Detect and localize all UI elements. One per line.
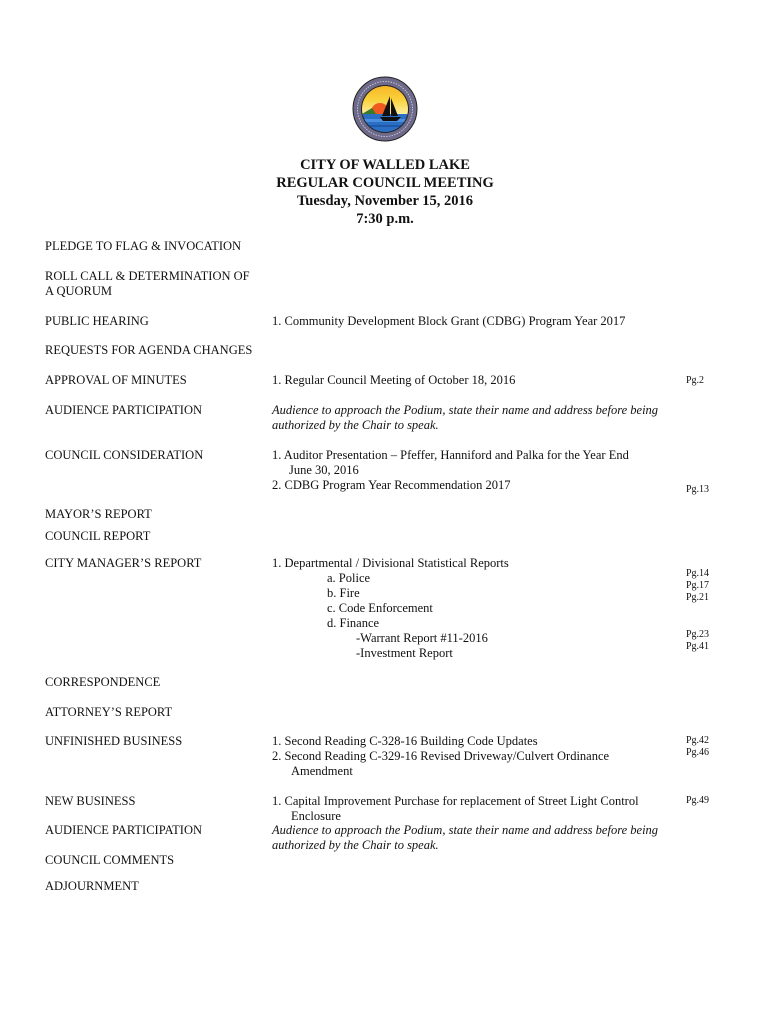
item-building-code: 1. Second Reading C-328-16 Building Code Updates bbox=[272, 734, 538, 748]
audience-note-line2: authorized by the Chair to speak. bbox=[272, 418, 439, 432]
page-ref: Pg.41 bbox=[686, 641, 710, 652]
heading-correspondence: CORRESPONDENCE bbox=[45, 675, 161, 689]
heading-pledge: PLEDGE TO FLAG & INVOCATION bbox=[45, 239, 242, 253]
page-ref: Pg.13 bbox=[686, 484, 710, 495]
page-ref: Pg.42 bbox=[686, 735, 710, 746]
city-seal-logo bbox=[352, 76, 418, 142]
agenda-title-date: Tuesday, November 15, 2016 bbox=[296, 193, 474, 209]
audience-note-line2: authorized by the Chair to speak. bbox=[272, 838, 439, 852]
agenda-title-city: CITY OF WALLED LAKE bbox=[300, 157, 470, 173]
item-street-light-cont: Enclosure bbox=[291, 809, 341, 823]
item-street-light: 1. Capital Improvement Purchase for replacement of Street Light Control bbox=[272, 794, 639, 808]
item-statistical-reports: 1. Departmental / Divisional Statistical Reports bbox=[272, 556, 509, 570]
heading-adjournment: ADJOURNMENT bbox=[45, 879, 139, 893]
heading-unfinished-business: UNFINISHED BUSINESS bbox=[45, 734, 183, 748]
heading-city-manager-report: CITY MANAGER’S REPORT bbox=[45, 556, 202, 570]
page-ref: Pg.23 bbox=[686, 629, 710, 640]
heading-attorney-report: ATTORNEY’S REPORT bbox=[45, 705, 173, 719]
agenda-title-meeting: REGULAR COUNCIL MEETING bbox=[276, 175, 494, 191]
heading-council-report: COUNCIL REPORT bbox=[45, 529, 151, 543]
page-ref: Pg.2 bbox=[686, 375, 705, 386]
heading-roll-call-line1: ROLL CALL & DETERMINATION OF bbox=[45, 269, 250, 283]
audience-note-line1: Audience to approach the Podium, state their name and address before being bbox=[272, 403, 659, 417]
page-ref: Pg.17 bbox=[686, 580, 710, 591]
subitem-police: a. Police bbox=[327, 571, 371, 585]
subitem-finance: d. Finance bbox=[327, 616, 380, 630]
item-minutes-october: 1. Regular Council Meeting of October 18, 2016 bbox=[272, 373, 516, 387]
heading-roll-call-line2: A QUORUM bbox=[45, 284, 113, 298]
subitem-code-enforcement: c. Code Enforcement bbox=[327, 601, 433, 615]
item-auditor-presentation: 1. Auditor Presentation – Pfeffer, Hanniford and Palka for the Year End bbox=[272, 448, 629, 462]
page-ref: Pg.14 bbox=[686, 568, 710, 579]
page-ref: Pg.49 bbox=[686, 795, 710, 806]
heading-council-consideration: COUNCIL CONSIDERATION bbox=[45, 448, 204, 462]
page-ref: Pg.21 bbox=[686, 592, 710, 603]
agenda-title-time: 7:30 p.m. bbox=[356, 211, 414, 227]
item-cdbg-hearing: 1. Community Development Block Grant (CDBG) Program Year 2017 bbox=[272, 314, 626, 328]
heading-new-business: NEW BUSINESS bbox=[45, 794, 136, 808]
heading-mayors-report: MAYOR’S REPORT bbox=[45, 507, 152, 521]
item-auditor-presentation-cont: June 30, 2016 bbox=[289, 463, 359, 477]
item-driveway-culvert-cont: Amendment bbox=[291, 764, 353, 778]
heading-audience-participation-1: AUDIENCE PARTICIPATION bbox=[45, 403, 203, 417]
heading-audience-participation-2: AUDIENCE PARTICIPATION bbox=[45, 823, 203, 837]
heading-agenda-changes: REQUESTS FOR AGENDA CHANGES bbox=[45, 343, 253, 357]
subitem-warrant-report: -Warrant Report #11-2016 bbox=[356, 631, 488, 645]
page-ref: Pg.46 bbox=[686, 747, 710, 758]
audience-note-line1: Audience to approach the Podium, state their name and address before being bbox=[272, 823, 659, 837]
heading-public-hearing: PUBLIC HEARING bbox=[45, 314, 149, 328]
heading-council-comments: COUNCIL COMMENTS bbox=[45, 853, 175, 867]
subitem-fire: b. Fire bbox=[327, 586, 360, 600]
item-driveway-culvert: 2. Second Reading C-329-16 Revised Driveway/Culvert Ordinance bbox=[272, 749, 610, 763]
subitem-investment-report: -Investment Report bbox=[356, 646, 453, 660]
heading-approval-minutes: APPROVAL OF MINUTES bbox=[45, 373, 187, 387]
item-cdbg-recommendation: 2. CDBG Program Year Recommendation 2017 bbox=[272, 478, 511, 492]
